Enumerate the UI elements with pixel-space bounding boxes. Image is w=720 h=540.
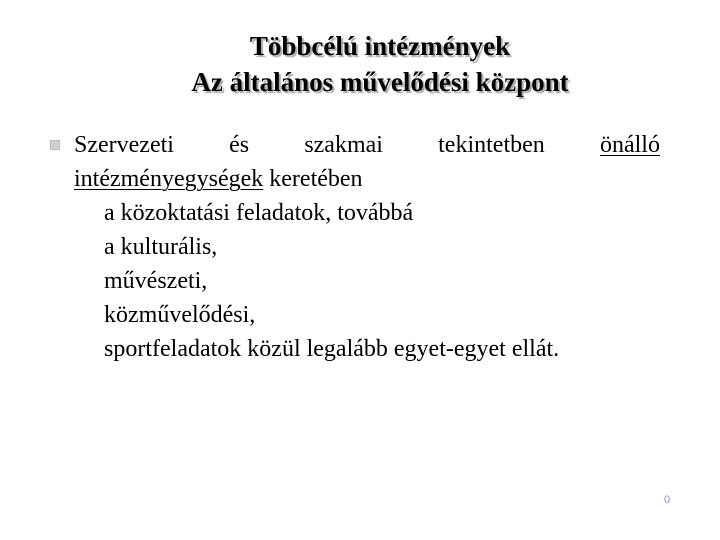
- bullet-paragraph: [74, 128, 660, 366]
- title-line-1: Többcélú intézmények: [249, 31, 511, 61]
- sub-item: művészeti,: [104, 268, 208, 294]
- bullet-square-icon: [50, 140, 60, 150]
- sub-item: a közoktatási feladatok, továbbá: [104, 200, 414, 226]
- line-rest: keretében: [263, 166, 363, 192]
- sub-item: sportfeladatok közül legalább egyet-egyet ellát.: [104, 336, 560, 362]
- underlined-term: intézményegységek: [74, 166, 264, 192]
- word-underlined: önálló: [599, 132, 660, 158]
- word: tekintetben: [438, 132, 545, 158]
- bullet-line-2: [74, 162, 660, 196]
- word: szakmai: [304, 132, 383, 158]
- page-number: 0: [664, 494, 671, 506]
- word: Szervezeti: [74, 132, 174, 158]
- bullet-line-1: [74, 128, 660, 162]
- slide-title: [0, 28, 720, 100]
- word: és: [229, 132, 250, 158]
- sub-item: közművelődési,: [104, 302, 256, 328]
- title-line-2: Az általános művelődési központ: [191, 67, 569, 97]
- sub-item: a kulturális,: [104, 234, 218, 260]
